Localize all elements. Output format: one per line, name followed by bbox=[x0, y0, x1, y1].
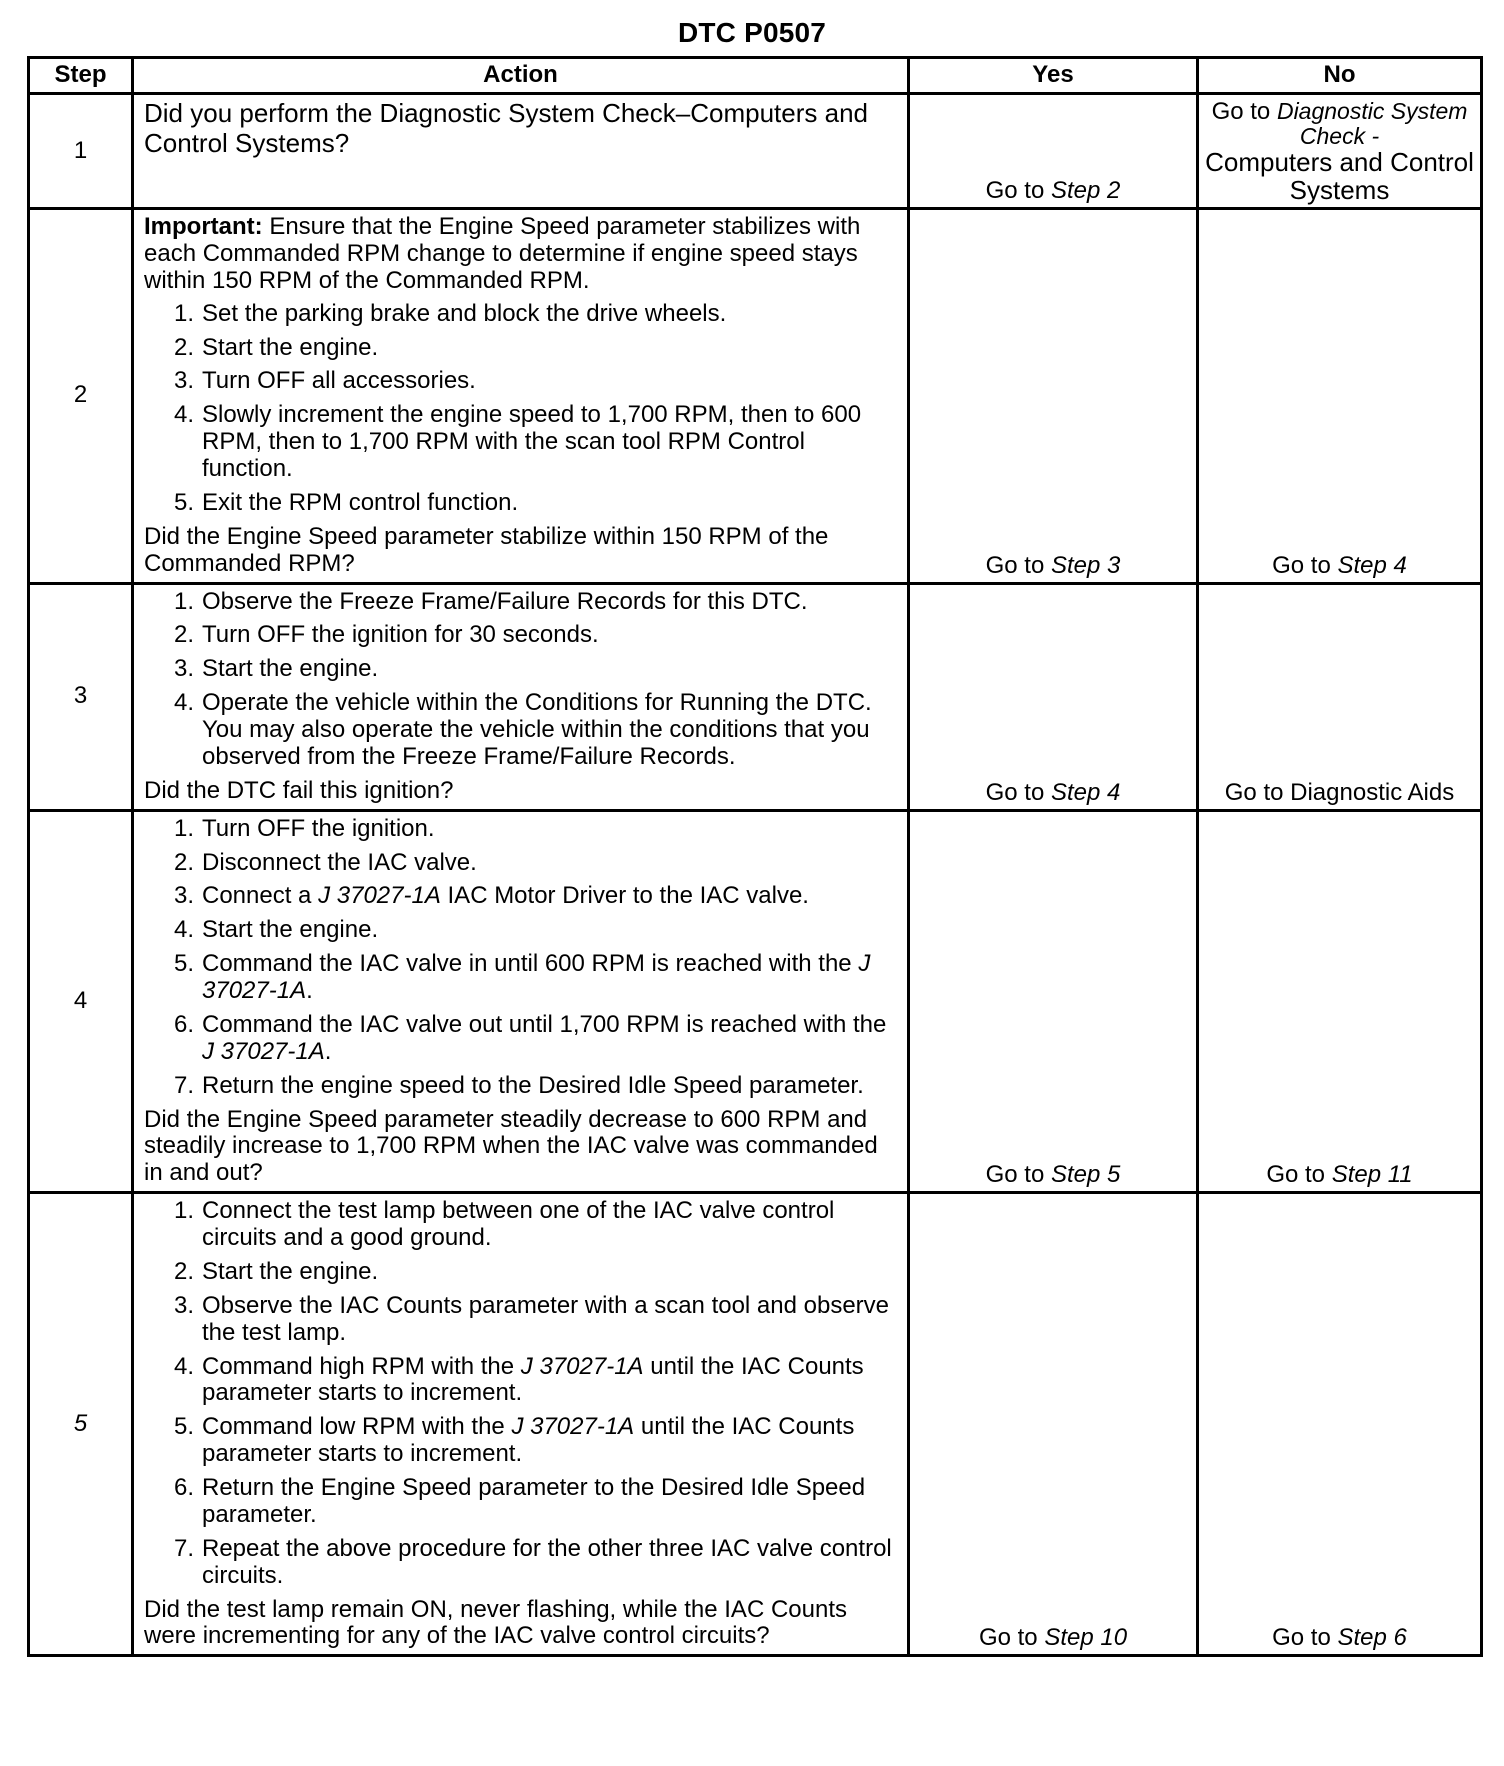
no-cell bbox=[1198, 94, 1482, 209]
procedure-list bbox=[144, 301, 899, 517]
no-cell bbox=[1198, 810, 1482, 1193]
item-text: . bbox=[324, 1037, 332, 1065]
important-text: Ensure that the Engine Speed parameter stabilizes with each Commanded RPM change to determine if engine speed stays within 150 RPM of the Commanded RPM. bbox=[144, 213, 861, 294]
yes-cell bbox=[909, 1193, 1198, 1656]
list-item: Return the engine speed to the Desired Idle Speed parameter. bbox=[202, 1071, 864, 1099]
yes-prefix: Go to bbox=[978, 1624, 1045, 1652]
list-item: Set the parking brake and block the drive wheels. bbox=[202, 299, 727, 327]
no-prefix: Go to bbox=[1272, 1624, 1338, 1652]
item-text: until the IAC Counts parameter starts to increment. bbox=[202, 1352, 864, 1407]
yes-prefix: Go to bbox=[985, 778, 1051, 806]
item-text: IAC Motor Driver to the IAC valve. bbox=[440, 882, 809, 910]
tool-name: J 37027-1A bbox=[511, 1413, 635, 1441]
table-header-row bbox=[29, 58, 1482, 94]
list-item: Observe the IAC Counts parameter with a scan tool and observe the test lamp. bbox=[202, 1291, 890, 1346]
header-no: No bbox=[1198, 58, 1482, 94]
yes-prefix: Go to bbox=[985, 551, 1051, 579]
list-item: Turn OFF the ignition. bbox=[202, 814, 435, 842]
list-item: Start the engine. bbox=[202, 333, 379, 361]
list-item: Disconnect the IAC valve. bbox=[202, 848, 477, 876]
yes-cell bbox=[909, 810, 1198, 1193]
list-item: Start the engine. bbox=[202, 655, 379, 683]
list-item: Start the engine. bbox=[202, 1257, 379, 1285]
table-row bbox=[29, 1193, 1482, 1656]
item-text: until the IAC Counts parameter starts to increment. bbox=[202, 1413, 855, 1468]
yes-step-link[interactable]: Step 3 bbox=[1050, 551, 1121, 579]
list-item bbox=[202, 1354, 899, 1408]
table-row bbox=[29, 94, 1482, 209]
no-step-link[interactable]: Step 4 bbox=[1337, 551, 1407, 579]
action-question: Did the test lamp remain ON, never flashing, while the IAC Counts were incrementing for any of the IAC valve control circuits? bbox=[144, 1595, 847, 1650]
action-question: Did the Engine Speed parameter stabilize within 150 RPM of the Commanded RPM? bbox=[144, 522, 829, 577]
yes-step-link[interactable]: Step 4 bbox=[1050, 778, 1121, 806]
action-cell bbox=[133, 209, 909, 584]
no-step-link[interactable]: Step 11 bbox=[1331, 1161, 1413, 1189]
item-text: Connect a bbox=[202, 882, 319, 910]
no-cell bbox=[1198, 209, 1482, 584]
list-item: Exit the RPM control function. bbox=[202, 488, 519, 516]
list-item: Operate the vehicle within the Conditions for Running the DTC. You may also operate the vehicle within the conditions that you observed from the Freeze Frame/Failure Records. bbox=[202, 689, 872, 770]
action-question: Did the DTC fail this ignition? bbox=[144, 776, 454, 804]
list-item: Observe the Freeze Frame/Failure Records for this DTC. bbox=[202, 587, 808, 615]
no-prefix: Go to bbox=[1211, 98, 1277, 125]
header-action: Action bbox=[133, 58, 909, 94]
list-item: Return the Engine Speed parameter to the Desired Idle Speed parameter. bbox=[202, 1474, 866, 1528]
no-step-link[interactable]: Step 6 bbox=[1337, 1624, 1407, 1652]
yes-prefix: Go to bbox=[985, 1161, 1051, 1189]
no-link-diagnostic-system-check[interactable]: Diagnostic System Check - bbox=[1276, 98, 1468, 150]
list-item: Connect the test lamp between one of the IAC valve control circuits and a good ground. bbox=[202, 1197, 835, 1251]
list-item: Repeat the above procedure for the other three IAC valve control circuits. bbox=[202, 1534, 892, 1589]
action-question: Did the Engine Speed parameter steadily decrease to 600 RPM and steadily increase to 1,700 RPM when the IAC valve was commanded in and out? bbox=[144, 1105, 878, 1187]
no-cell bbox=[1198, 1193, 1482, 1656]
item-text: Command the IAC valve out until 1,700 RPM is reached with the bbox=[202, 1010, 887, 1038]
list-item: Start the engine. bbox=[202, 916, 379, 944]
action-cell bbox=[133, 583, 909, 810]
list-item bbox=[202, 883, 899, 910]
table-row bbox=[29, 583, 1482, 810]
no-link-computers-control-systems[interactable]: Computers and Control Systems bbox=[1205, 147, 1474, 205]
no-link-diagnostic-aids[interactable]: Go to Diagnostic Aids bbox=[1224, 778, 1455, 806]
yes-step-link[interactable]: Step 5 bbox=[1050, 1161, 1121, 1189]
no-prefix: Go to bbox=[1266, 1161, 1332, 1189]
action-question: Did you perform the Diagnostic System Check–Computers and Control Systems? bbox=[144, 98, 868, 158]
list-item bbox=[202, 951, 899, 1005]
yes-prefix: Go to bbox=[985, 177, 1051, 205]
yes-cell bbox=[909, 94, 1198, 209]
diagnostic-table bbox=[27, 56, 1483, 1657]
list-item: Turn OFF the ignition for 30 seconds. bbox=[202, 621, 599, 649]
item-text: . bbox=[306, 977, 313, 1004]
step-number: 4 bbox=[29, 810, 133, 1193]
tool-name: J 37027-1A bbox=[202, 950, 871, 1004]
table-row bbox=[29, 810, 1482, 1193]
step-number: 3 bbox=[29, 583, 133, 810]
no-prefix: Go to bbox=[1272, 551, 1338, 579]
procedure-list bbox=[144, 816, 899, 1100]
page-title: DTC P0507 bbox=[677, 17, 827, 48]
yes-step-link[interactable]: Step 10 bbox=[1044, 1624, 1128, 1652]
important-label: Important: bbox=[144, 213, 263, 240]
tool-name: J 37027-1A bbox=[318, 882, 441, 910]
step-number: 1 bbox=[29, 94, 133, 209]
step-number: 2 bbox=[29, 209, 133, 584]
action-cell bbox=[133, 94, 909, 209]
tool-name: J 37027-1A bbox=[520, 1352, 644, 1380]
list-item: Slowly increment the engine speed to 1,700 RPM, then to 600 RPM, then to 1,700 RPM with the scan tool RPM Control function. bbox=[202, 401, 862, 482]
list-item bbox=[202, 1012, 899, 1066]
item-text: Command the IAC valve in until 600 RPM is reached with the bbox=[202, 950, 859, 978]
yes-step-link[interactable]: Step 2 bbox=[1050, 177, 1121, 205]
important-note bbox=[144, 214, 899, 295]
no-cell bbox=[1198, 583, 1482, 810]
step-number: 5 bbox=[29, 1193, 133, 1656]
header-yes: Yes bbox=[909, 58, 1198, 94]
yes-cell bbox=[909, 583, 1198, 810]
yes-cell bbox=[909, 209, 1198, 584]
table-row bbox=[29, 209, 1482, 584]
procedure-list bbox=[144, 589, 899, 771]
list-item: Turn OFF all accessories. bbox=[202, 367, 476, 395]
action-cell bbox=[133, 1193, 909, 1656]
action-cell bbox=[133, 810, 909, 1193]
item-text: Command low RPM with the bbox=[202, 1413, 512, 1441]
procedure-list bbox=[144, 1198, 899, 1589]
item-text: Command high RPM with the bbox=[202, 1352, 521, 1380]
header-step: Step bbox=[29, 58, 133, 94]
tool-name: J 37027-1A bbox=[202, 1037, 325, 1065]
list-item bbox=[202, 1414, 899, 1468]
